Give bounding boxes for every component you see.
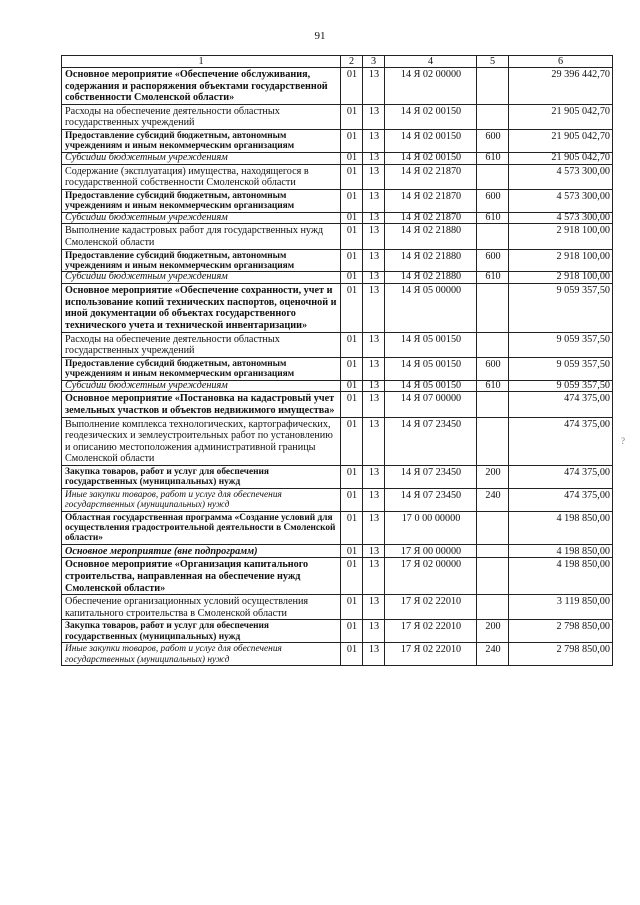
table-row [62,511,613,544]
section-code-cell: 01 [341,643,363,666]
subsection-code-cell: 13 [363,357,385,380]
expense-type-cell: 610 [477,152,509,164]
table-row [62,284,613,332]
amount-cell: 2 918 100,00 [509,224,613,249]
expense-type-cell: 610 [477,380,509,392]
target-article-cell: 14 Я 07 23450 [385,417,477,465]
row-name-cell: Основное мероприятие «Обеспечение обслуживания, содержания и распоряжения объектами государственной собственности Смоленской области» [62,68,341,105]
subsection-code-cell: 13 [363,164,385,189]
amount-cell: 9 059 357,50 [509,380,613,392]
expense-type-cell: 610 [477,212,509,224]
subsection-code-cell: 13 [363,620,385,643]
page-number: 91 [314,30,326,42]
header-cell: 3 [363,56,385,68]
amount-cell: 2 798 850,00 [509,643,613,666]
table-row [62,104,613,129]
subsection-code-cell: 13 [363,488,385,511]
section-code-cell: 01 [341,189,363,212]
amount-cell: 3 119 850,00 [509,595,613,620]
subsection-code-cell: 13 [363,249,385,272]
subsection-code-cell: 13 [363,224,385,249]
section-code-cell: 01 [341,68,363,105]
amount-cell: 474 375,00 [509,417,613,465]
table-row [62,392,613,417]
table-row [62,332,613,357]
table-row [62,272,613,284]
section-code-cell: 01 [341,357,363,380]
target-article-cell: 14 Я 02 21880 [385,224,477,249]
header-cell: 6 [509,56,613,68]
amount-cell: 21 905 042,70 [509,104,613,129]
amount-cell: 4 573 300,00 [509,212,613,224]
expense-type-cell: 200 [477,465,509,488]
table-row [62,164,613,189]
table-row [62,357,613,380]
target-article-cell: 14 Я 02 00150 [385,104,477,129]
row-name-cell: Предоставление субсидий бюджетным, автономным учреждениям и иным некоммерческим организациям [62,249,341,272]
section-code-cell: 01 [341,595,363,620]
expense-type-cell [477,224,509,249]
expense-type-cell [477,417,509,465]
target-article-cell: 14 Я 07 23450 [385,488,477,511]
target-article-cell: 14 Я 02 21880 [385,272,477,284]
margin-mark: ? [621,436,625,446]
section-code-cell: 01 [341,272,363,284]
target-article-cell: 17 0 00 00000 [385,511,477,544]
expense-type-cell: 600 [477,189,509,212]
header-cell: 2 [341,56,363,68]
amount-cell: 9 059 357,50 [509,332,613,357]
table-row [62,643,613,666]
expense-type-cell [477,332,509,357]
target-article-cell: 17 Я 00 00000 [385,544,477,558]
row-name-cell: Предоставление субсидий бюджетным, автономным учреждениям и иным некоммерческим организациям [62,357,341,380]
subsection-code-cell: 13 [363,284,385,332]
expense-type-cell: 600 [477,249,509,272]
table-row [62,417,613,465]
target-article-cell: 14 Я 02 00150 [385,152,477,164]
section-code-cell: 01 [341,284,363,332]
target-article-cell: 14 Я 02 21870 [385,189,477,212]
amount-cell: 4 573 300,00 [509,189,613,212]
amount-cell: 9 059 357,50 [509,357,613,380]
expense-type-cell: 240 [477,643,509,666]
table-row [62,380,613,392]
section-code-cell: 01 [341,620,363,643]
table-row [62,189,613,212]
row-name-cell: Иные закупки товаров, работ и услуг для обеспечения государственных (муниципальных) нужд [62,488,341,511]
table-row [62,558,613,595]
amount-cell: 21 905 042,70 [509,152,613,164]
target-article-cell: 14 Я 05 00150 [385,357,477,380]
target-article-cell: 14 Я 05 00000 [385,284,477,332]
section-code-cell: 01 [341,129,363,152]
row-name-cell: Субсидии бюджетным учреждениям [62,212,341,224]
row-name-cell: Предоставление субсидий бюджетным, автономным учреждениям и иным некоммерческим организациям [62,129,341,152]
header-cell: 1 [62,56,341,68]
header-cell: 4 [385,56,477,68]
amount-cell: 4 198 850,00 [509,558,613,595]
subsection-code-cell: 13 [363,380,385,392]
row-name-cell: Субсидии бюджетным учреждениям [62,380,341,392]
table-row [62,129,613,152]
expense-type-cell [477,284,509,332]
target-article-cell: 14 Я 02 00000 [385,68,477,105]
row-name-cell: Областная государственная программа «Создание условий для осуществления градостроительной деятельности в Смоленской области» [62,511,341,544]
row-name-cell: Содержание (эксплуатация) имущества, находящегося в государственной собственности Смоленской области [62,164,341,189]
section-code-cell: 01 [341,380,363,392]
section-code-cell: 01 [341,212,363,224]
amount-cell: 4 198 850,00 [509,511,613,544]
table-row [62,68,613,105]
section-code-cell: 01 [341,152,363,164]
row-name-cell: Субсидии бюджетным учреждениям [62,272,341,284]
amount-cell: 9 059 357,50 [509,284,613,332]
subsection-code-cell: 13 [363,511,385,544]
target-article-cell: 14 Я 02 21870 [385,164,477,189]
target-article-cell: 14 Я 07 00000 [385,392,477,417]
expense-type-cell [477,104,509,129]
section-code-cell: 01 [341,392,363,417]
subsection-code-cell: 13 [363,129,385,152]
target-article-cell: 14 Я 07 23450 [385,465,477,488]
subsection-code-cell: 13 [363,272,385,284]
row-name-cell: Обеспечение организационных условий осуществления капитального строительства в Смоленской области [62,595,341,620]
subsection-code-cell: 13 [363,68,385,105]
subsection-code-cell: 13 [363,332,385,357]
row-name-cell: Выполнение комплекса технологических, картографических, геодезических и землеустроительных работ по установлению и описанию местоположения административной границы Смоленской области [62,417,341,465]
expense-type-cell: 600 [477,129,509,152]
table-row [62,249,613,272]
expense-type-cell [477,392,509,417]
row-name-cell: Расходы на обеспечение деятельности областных государственных учреждений [62,332,341,357]
table-header-row [62,56,613,68]
table-row [62,224,613,249]
subsection-code-cell: 13 [363,465,385,488]
target-article-cell: 14 Я 05 00150 [385,380,477,392]
row-name-cell: Иные закупки товаров, работ и услуг для обеспечения государственных (муниципальных) нужд [62,643,341,666]
section-code-cell: 01 [341,488,363,511]
subsection-code-cell: 13 [363,104,385,129]
expense-type-cell: 610 [477,272,509,284]
expense-type-cell [477,544,509,558]
subsection-code-cell: 13 [363,595,385,620]
section-code-cell: 01 [341,417,363,465]
target-article-cell: 17 Я 02 00000 [385,558,477,595]
row-name-cell: Основное мероприятие «Обеспечение сохранности, учет и использование копий технических паспортов, оценочной и иной документации об объектах государственного технического учета и технической инвентаризации» [62,284,341,332]
section-code-cell: 01 [341,511,363,544]
amount-cell: 474 375,00 [509,465,613,488]
expense-type-cell: 200 [477,620,509,643]
subsection-code-cell: 13 [363,152,385,164]
table-row [62,620,613,643]
row-name-cell: Субсидии бюджетным учреждениям [62,152,341,164]
target-article-cell: 14 Я 02 21870 [385,212,477,224]
row-name-cell: Предоставление субсидий бюджетным, автономным учреждениям и иным некоммерческим организациям [62,189,341,212]
expense-type-cell [477,558,509,595]
budget-table [61,55,613,666]
amount-cell: 29 396 442,70 [509,68,613,105]
expense-type-cell [477,164,509,189]
table-row [62,488,613,511]
row-name-cell: Основное мероприятие (вне подпрограмм) [62,544,341,558]
target-article-cell: 17 Я 02 22010 [385,595,477,620]
subsection-code-cell: 13 [363,417,385,465]
section-code-cell: 01 [341,104,363,129]
section-code-cell: 01 [341,249,363,272]
section-code-cell: 01 [341,332,363,357]
subsection-code-cell: 13 [363,212,385,224]
section-code-cell: 01 [341,465,363,488]
amount-cell: 2 918 100,00 [509,249,613,272]
row-name-cell: Основное мероприятие «Постановка на кадастровый учет земельных участков и объектов недвижимого имущества» [62,392,341,417]
row-name-cell: Расходы на обеспечение деятельности областных государственных учреждений [62,104,341,129]
expense-type-cell [477,511,509,544]
subsection-code-cell: 13 [363,189,385,212]
expense-type-cell: 240 [477,488,509,511]
amount-cell: 4 573 300,00 [509,164,613,189]
expense-type-cell [477,68,509,105]
row-name-cell: Закупка товаров, работ и услуг для обеспечения государственных (муниципальных) нужд [62,465,341,488]
target-article-cell: 17 Я 02 22010 [385,643,477,666]
amount-cell: 4 198 850,00 [509,544,613,558]
table-row [62,152,613,164]
row-name-cell: Основное мероприятие «Организация капитального строительства, направленная на обеспечение нужд Смоленской области» [62,558,341,595]
header-cell: 5 [477,56,509,68]
amount-cell: 2 798 850,00 [509,620,613,643]
table-body [62,68,613,666]
amount-cell: 2 918 100,00 [509,272,613,284]
section-code-cell: 01 [341,224,363,249]
table-row [62,544,613,558]
table-row [62,212,613,224]
section-code-cell: 01 [341,164,363,189]
subsection-code-cell: 13 [363,392,385,417]
row-name-cell: Закупка товаров, работ и услуг для обеспечения государственных (муниципальных) нужд [62,620,341,643]
subsection-code-cell: 13 [363,643,385,666]
table-row [62,465,613,488]
target-article-cell: 14 Я 02 00150 [385,129,477,152]
amount-cell: 474 375,00 [509,488,613,511]
expense-type-cell: 600 [477,357,509,380]
target-article-cell: 14 Я 05 00150 [385,332,477,357]
table-row [62,595,613,620]
subsection-code-cell: 13 [363,558,385,595]
target-article-cell: 17 Я 02 22010 [385,620,477,643]
section-code-cell: 01 [341,544,363,558]
amount-cell: 21 905 042,70 [509,129,613,152]
section-code-cell: 01 [341,558,363,595]
expense-type-cell [477,595,509,620]
target-article-cell: 14 Я 02 21880 [385,249,477,272]
amount-cell: 474 375,00 [509,392,613,417]
row-name-cell: Выполнение кадастровых работ для государственных нужд Смоленской области [62,224,341,249]
subsection-code-cell: 13 [363,544,385,558]
